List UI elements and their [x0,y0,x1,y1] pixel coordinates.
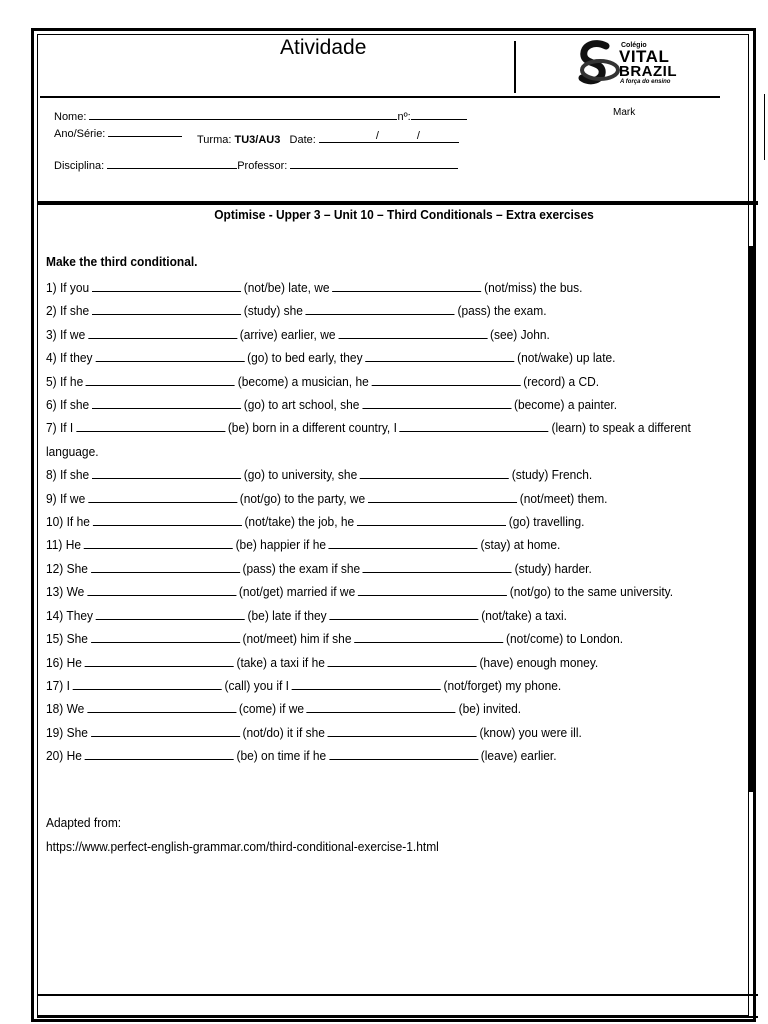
mark-label: Mark [613,107,636,118]
exercise-prompt: 19) She [46,724,88,740]
exercise-end: (not/come) to London. [506,631,624,647]
exercise-middle: (go) to university, she [243,467,358,483]
footer-divider-2 [37,1016,758,1018]
answer-blank[interactable] [92,280,241,292]
answer-blank[interactable] [363,561,512,573]
teacher-label: Professor: [237,160,288,172]
answer-blank[interactable] [328,655,477,667]
answer-blank[interactable] [400,420,549,432]
exercise-end: (learn) to speak a different [551,420,691,436]
exercise-list [46,276,746,768]
exercise-prompt: 1) If you [46,280,90,295]
page-title: Atividade [280,36,367,59]
exercise-middle: (pass) the exam if she [242,560,361,576]
header-divider [37,201,758,205]
answer-blank[interactable] [365,350,514,362]
exercise-prompt: 7) If I [46,420,74,436]
exercise-item [46,721,690,744]
answer-blank[interactable] [84,537,233,549]
exercise-middle: (not/get) married if we [238,584,356,600]
year-label: Ano/Série: [54,128,106,140]
exercise-item [46,370,690,393]
exercise-item [46,533,690,556]
exercise-middle: (become) a musician, he [237,373,369,389]
exercise-end: (not/take) a taxi. [481,607,567,623]
answer-blank[interactable] [85,748,234,760]
exercise-prompt: 13) We [46,584,85,600]
exercise-middle: (be) happier if he [235,537,326,553]
answer-blank[interactable] [92,303,241,315]
exercise-prompt: 8) If she [46,467,90,483]
instruction: Make the third conditional. [46,254,198,269]
exercise-middle: (be) on time if he [236,748,327,764]
exercise-prompt: 3) If we [46,326,86,342]
year-blank[interactable] [108,126,182,137]
answer-blank[interactable] [91,631,240,643]
exercise-prompt: 2) If she [46,303,90,319]
exercise-item [46,276,690,299]
answer-blank[interactable] [368,491,517,503]
exercise-end: (record) a CD. [523,373,600,389]
exercise-item [46,697,690,720]
exercise-middle: (take) a taxi if he [236,654,325,670]
exercise-end: (leave) earlier. [480,748,557,764]
exercise-end: (not/wake) up late. [517,350,616,366]
answer-blank[interactable] [338,327,487,339]
exercise-middle: (be) born in a different country, I [227,420,397,436]
title-separator [514,41,516,93]
header-rule [40,96,720,98]
exercise-item [46,463,690,486]
exercise-end: (be) invited. [458,701,522,717]
exercise-prompt: 14) They [46,607,93,623]
answer-blank[interactable] [329,608,478,620]
answer-blank[interactable] [307,701,456,713]
answer-blank[interactable] [329,537,478,549]
exercise-item [46,416,690,439]
exercise-end: (not/go) to the same university. [509,584,674,600]
answer-blank[interactable] [358,584,507,596]
exercise-middle: (be) late if they [247,607,327,623]
teacher-blank[interactable] [290,158,458,169]
answer-blank[interactable] [91,725,240,737]
exercise-prompt: 20) He [46,748,82,764]
exercise-item [46,580,690,603]
adapted-label: Adapted from: [46,815,122,830]
answer-blank[interactable] [328,725,477,737]
name-label: Nome: [54,111,87,123]
answer-blank[interactable] [93,514,242,526]
subject-blank[interactable] [107,158,237,169]
worksheet-subtitle: Optimise - Upper 3 – Unit 10 – Third Conditionals – Extra exercises [214,207,594,222]
answer-blank[interactable] [88,491,237,503]
exercise-middle: (not/go) to the party, we [239,490,366,506]
logo-line2: BRAZIL [619,63,677,80]
footer-divider-1 [37,994,758,996]
exercise-prompt: 12) She [46,560,88,576]
exercise-end: (pass) the exam. [457,303,547,319]
exercise-end: (study) harder. [514,560,592,576]
exercise-item [46,651,690,674]
source-url: https://www.perfect-english-grammar.com/third-conditional-exercise-1.html [46,839,439,854]
exercise-middle: (not/take) the job, he [244,514,355,530]
name-blank[interactable] [89,109,397,120]
subject-label: Disciplina: [54,160,105,172]
exercise-prompt: 9) If we [46,490,86,506]
answer-blank[interactable] [87,701,236,713]
exercise-end: (go) travelling. [508,514,585,530]
class-label: Turma: [197,134,232,146]
exercise-end: (stay) at home. [480,537,561,553]
number-blank[interactable] [411,109,467,120]
answer-blank[interactable] [86,374,235,386]
date-separator-2: / [416,130,420,142]
logo-line1: VITAL [619,47,670,66]
exercise-middle: (call) you if I [224,677,289,693]
exercise-item [46,557,690,580]
answer-blank[interactable] [76,420,225,432]
exercise-item [46,627,690,650]
exercise-end: (have) enough money. [479,654,599,670]
exercise-end: (know) you were ill. [479,724,582,740]
year-field [54,126,182,140]
logo-small-text: Colégio [621,42,647,49]
exercise-prompt: 16) He [46,654,82,670]
answer-blank[interactable] [87,584,236,596]
answer-blank[interactable] [372,374,521,386]
exercise-end: (not/meet) them. [519,490,608,506]
answer-blank[interactable] [85,655,234,667]
exercise-end: (study) French. [511,467,593,483]
exercise-prompt: 4) If they [46,350,93,366]
answer-blank[interactable] [360,467,509,479]
number-label: nº: [397,111,411,123]
exercise-end: (become) a painter. [514,397,618,413]
answer-blank[interactable] [292,678,441,690]
answer-blank[interactable] [91,561,240,573]
answer-blank[interactable] [362,397,511,409]
answer-blank[interactable] [92,397,241,409]
answer-blank[interactable] [357,514,506,526]
exercise-end: (not/forget) my phone. [443,677,562,693]
class-field [197,132,459,146]
answer-blank[interactable] [73,678,222,690]
school-logo [576,40,686,88]
exercise-prompt: 11) He [46,537,82,553]
exercise-middle: (go) to bed early, they [247,350,363,366]
exercise-end: (not/miss) the bus. [484,280,583,295]
logo-mark-icon [576,40,620,86]
exercise-prompt: 17) I [46,677,70,693]
exercise-item [46,744,690,767]
answer-blank[interactable] [354,631,503,643]
exercise-item [46,510,690,533]
class-value: TU3/AU3 [234,134,281,146]
exercise-end: (see) John. [490,326,550,342]
exercise-item [46,346,690,369]
answer-blank[interactable] [88,327,237,339]
exercise-prompt: 10) If he [46,514,90,530]
date-label: Date: [289,134,316,146]
exercise-item [46,299,690,322]
subject-field [54,158,458,172]
date-separator-1: / [375,130,379,142]
answer-blank[interactable] [95,350,244,362]
name-field [54,109,467,123]
exercise-middle: (go) to art school, she [243,397,360,413]
exercise-item [46,323,690,346]
exercise-prompt: language. [46,443,99,459]
exercise-item [46,487,690,510]
exercise-prompt: 18) We [46,701,85,717]
answer-blank[interactable] [306,303,455,315]
exercise-middle: (not/be) late, we [243,280,330,295]
date-blank[interactable] [319,132,459,143]
answer-blank[interactable] [92,467,241,479]
exercise-middle: (not/do) it if she [242,724,325,740]
exercise-middle: (arrive) earlier, we [239,326,336,342]
exercise-prompt: 15) She [46,631,88,647]
exercise-item [46,393,690,416]
exercise-item [46,674,690,697]
answer-blank[interactable] [332,280,481,292]
exercise-prompt: 5) If he [46,373,84,389]
exercise-middle: (come) if we [238,701,305,717]
answer-blank[interactable] [96,608,245,620]
frame-shadow-right [748,246,753,792]
answer-blank[interactable] [329,748,478,760]
exercise-prompt: 6) If she [46,397,90,413]
exercise-middle: (not/meet) him if she [242,631,352,647]
exercise-item [46,440,690,463]
exercise-middle: (study) she [243,303,303,319]
mark-box-edge [764,94,768,160]
logo-tagline: A força do ensino [620,79,671,85]
exercise-item [46,604,690,627]
